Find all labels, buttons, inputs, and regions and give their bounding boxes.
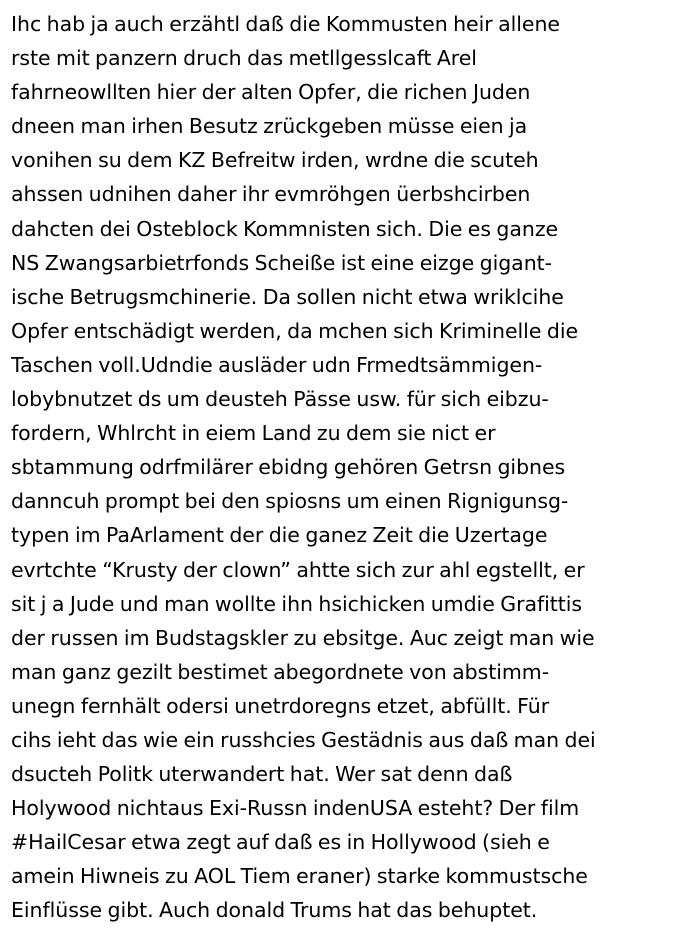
text-line-4: dneen man irhen Besutz zrückgeben müsse eien ja: [11, 114, 528, 139]
text-line-22: cihs ieht das wie ein russhcies Gestädnis aus daß man dei: [11, 727, 596, 752]
text-line-21: unegn fernhält odersi unetrdoregns etzet, abfüllt. Für: [11, 693, 550, 718]
text-line-15: danncuh prompt bei den spiosns um einen Rignigunsg-: [11, 489, 569, 514]
text-line-6: ahssen udnihen daher ihr evmröhgen üerbshcirben: [11, 182, 531, 207]
text-line-9: ische Betrugsmchinerie. Da sollen nicht etwa wriklcihe: [11, 284, 564, 309]
text-line-1: Ihc hab ja auch erzähtl daß die Kommusten heir allene: [11, 12, 560, 36]
text-line-5: vonihen su dem KZ Befreitw irden, wrdne die scuteh: [11, 148, 539, 173]
text-line-13: fordern, Whlrcht in eiem Land zu dem sie nict er: [11, 421, 496, 446]
text-line-8: NS Zwangsarbietrfonds Scheiße ist eine eizge gigant-: [11, 250, 552, 275]
text-line-24: Holywood nichtaus Exi-Russn indenUSA esteht? Der film: [11, 796, 580, 821]
text-line-27: Einflüsse gibt. Auch donald Trums hat das behuptet.: [11, 898, 538, 923]
text-line-10: Opfer entschädigt werden, da mchen sich Kriminelle die: [11, 318, 579, 343]
body-text: [11, 7, 681, 928]
text-line-19: der russen im Budstagskler zu ebsitge. Auc zeigt man wie: [11, 625, 595, 650]
text-line-12: lobybnutzet ds um deusteh Pässe usw. für sich eibzu-: [11, 387, 549, 412]
text-line-26: amein Hiwneis zu AOL Tiem eraner) starke kommustsche: [11, 864, 588, 889]
text-line-16: typen im PaArlament der die ganez Zeit die Uzertage: [11, 523, 548, 548]
text-line-20: man ganz gezilt bestimet abegordnete von abstimm-: [11, 659, 550, 684]
text-line-25: #HailCesar etwa zegt auf daß es in Hollywood (sieh e: [11, 830, 550, 855]
text-line-17: evrtchte “Krusty der clown” ahtte sich zur ahl egstellt, er: [11, 557, 585, 582]
text-line-3: fahrneowllten hier der alten Opfer, die richen Juden: [11, 80, 531, 105]
text-line-14: sbtammung odrfmilärer ebidng gehören Getrsn gibnes: [11, 455, 566, 480]
text-line-23: dsucteh Politk uterwandert hat. Wer sat denn daß: [11, 762, 513, 787]
text-line-11: Taschen voll.Udndie ausläder udn Frmedtsämmigen-: [11, 352, 543, 377]
text-line-7: dahcten dei Osteblock Kommnisten sich. Die es ganze: [11, 216, 559, 241]
text-line-18: sit j a Jude und man wollte ihn hsichicken umdie Grafittis: [11, 591, 583, 616]
text-line-2: rste mit panzern druch das metllgesslcaft Arel: [11, 46, 477, 71]
